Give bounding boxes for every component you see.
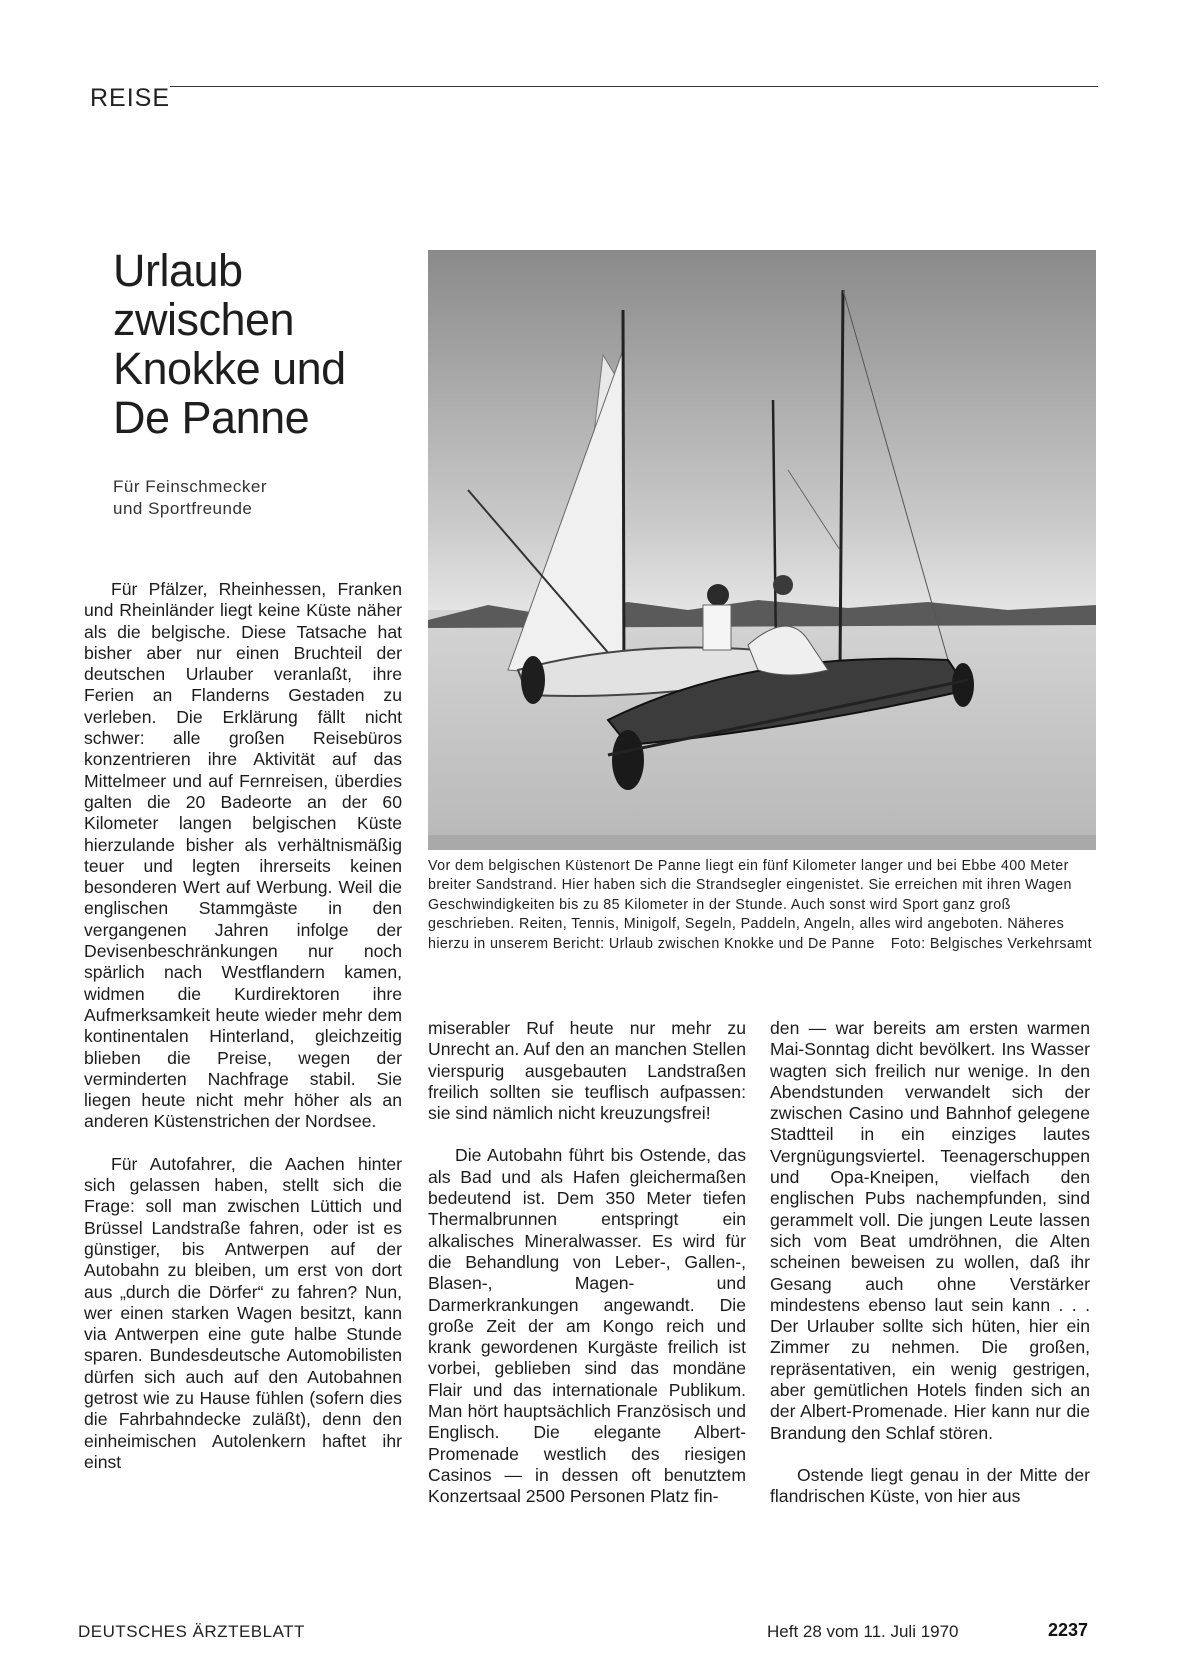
article-title [113,246,346,442]
issue-info: Heft 28 vom 11. Juli 1970 [767,1622,959,1641]
paragraph: Ostende liegt genau in der Mitte der flandrischen Küste, von hier aus [770,1464,1090,1507]
subtitle-line: Für Feinschmecker [113,477,267,496]
title-line: zwischen [113,294,295,345]
article-subtitle [113,476,267,520]
paragraph: Für Autofahrer, die Aachen hinter sich gelassen haben, stellt sich die Frage: soll man zwischen Lüttich und Brüssel Landstraße fahren, oder ist es günstiger, bis Antwerpen auf der Autobahn zu bleiben, um erst von dort aus „durch die Dörfer“ zu fahren? Nun, wer einen starken Wagen besitzt, kann via Antwerpen eine gute halbe Stunde sparen. Bundesdeutsche Automobilisten dürfen sich auch auf den Autobahnen getrost wie zu Hause fühlen (sofern dies die Fahrbahndecke zuläßt), denn den einheimischen Autolenkern haftet ihr einst [84,1153,402,1472]
title-line: Urlaub [113,245,243,296]
title-line: Knokke und [113,343,346,394]
text-column-3 [770,1018,1090,1508]
caption-text: Vor dem belgischen Küstenort De Panne liegt ein fünf Kilometer langer und bei Ebbe 400 Meter breiter Sandstrand. Hier haben sich die Strandsegler eingenistet. Sie erreichen mit ihren Wagen Geschwindigkeiten bis zu 85 Kilometer in der Stunde. Auch sonst wird Sport ganz groß geschrieben. Reiten, Tennis, Minigolf, Segeln, Paddeln, Angeln, alles wird angeboten. Näheres hierzu in unserem Bericht: Urlaub zwischen Knokke und De Panne [428,858,1072,952]
header-rule [170,86,1098,87]
paragraph: miserabler Ruf heute nur mehr zu Unrecht an. Auf den an manchen Stellen vierspurig ausgebauten Landstraßen freilich sollten sie teuflisch aufpassen: sie sind nämlich nicht kreuzungsfrei! [428,1018,746,1124]
text-column-2 [428,1018,746,1508]
beach-sailing-photo [428,250,1096,850]
page-number: 2237 [1048,1620,1089,1640]
paragraph: Für Pfälzer, Rheinhessen, Franken und Rheinländer liegt keine Küste näher als die belgische. Diese Tatsache hat bisher aber nur einen Bruchteil der deutschen Urlauber veranlaßt, ihre Ferien an Flanderns Gestaden zu verleben. Die Erklärung fällt nicht schwer: alle großen Reisebüros konzentrieren ihre Aktivität auf das Mittelmeer und auf Fernreisen, überdies galten die 20 Badeorte an der 60 Kilometer langen belgischen Küste hierzulande bisher als verhältnismäßig teuer und legten ihrerseits keinen besonderen Wert auf Werbung. Weil die englischen Stammgäste in den vergangenen Jahren infolge der Devisenbeschränkungen nur noch spärlich nach Westflandern kamen, widmen die Kurdirektoren ihre Aufmerksamkeit heute wieder mehr dem kontinentalen Hinterland, gleichzeitig blieben die Preise, wegen der verminderten Nachfrage stabil. Sie liegen heute nicht mehr höher als an anderen Küstenstrichen der Nordsee. [84,579,402,1132]
photo-caption [428,857,1092,954]
journal-name: DEUTSCHES ÄRZTEBLATT [78,1622,305,1641]
text-column-1 [84,579,402,1473]
title-line: De Panne [113,392,310,443]
paragraph: den — war bereits am ersten warmen Mai-Sonntag dicht bevölkert. Ins Wasser wagten sich freilich nur wenige. In den Abendstunden verwandelt sich der zwischen Casino und Bahnhof gelegene Stadtteil in ein einziges lautes Vergnügungsviertel. Teenagerschuppen und Opa-Kneipen, vielfach den englischen Pubs nachempfunden, sind gerammelt voll. Die jungen Leute lassen sich vom Beat umdröhnen, die Alten scheinen beweisen zu wollen, daß ihr Gesang auch ohne Verstärker mindestens ebenso laut sein kann . . . Der Urlauber sollte sich hüten, hier ein Zimmer zu nehmen. Die großen, repräsentativen, ein wenig gestrigen, aber gemütlichen Hotels finden sich an der Albert-Promenade. Hier kann nur die Brandung den Schlaf stören. [770,1018,1090,1443]
photo-credit: Foto: Belgisches Verkehrsamt [890,935,1092,952]
section-label: REISE [90,84,171,112]
subtitle-line: und Sportfreunde [113,499,253,518]
paragraph: Die Autobahn führt bis Ostende, das als Bad und als Hafen gleichermaßen bedeutend ist. Dem 350 Meter tiefen Thermalbrunnen entspringt ein alkalisches Mineralwasser. Es wird für die Behandlung von Leber-, Gallen-, Blasen-, Magen- und Darmerkrankungen angewandt. Die große Zeit der am Kongo reich und krank gewordenen Kurgäste freilich ist vorbei, geblieben sind das mondäne Flair und das internationale Publikum. Man hört hauptsächlich Französisch und Englisch. Die elegante Albert-Promenade westlich des riesigen Casinos — in dessen oft benutztem Konzertsaal 2500 Personen Platz fin- [428,1145,746,1507]
